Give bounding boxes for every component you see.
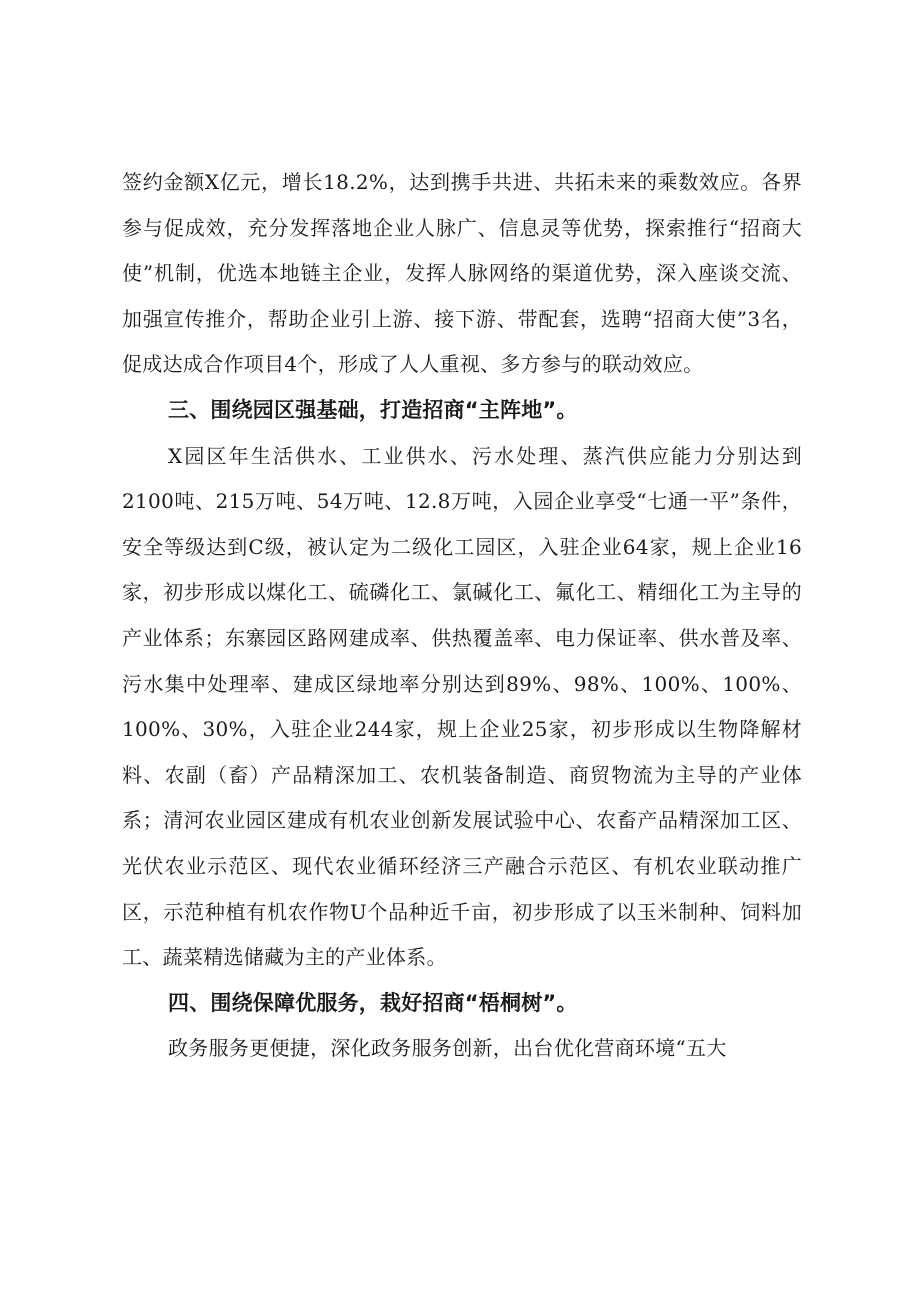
section-heading-3: 三、围绕园区强基础，打造招商“主阵地”。: [168, 397, 578, 422]
section-heading-4: 四、围绕保障优服务，栽好招商“梧桐树”。: [168, 990, 578, 1015]
paragraph-investment-ambassador: 签约金额X亿元，增长18.2%，达到携手共进、共拓未来的乘数效应。各界参与促成效，充分发挥落地企业人脉广、信息灵等优势，探索推行“招商大使”机制，优选本地链主企业，发挥人脉网络的渠道优势，深入座谈交流、加强宣传推介，帮助企业引上游、接下游、带配套，选聘“招商大使”3名，促成达成合作项目4个，形成了人人重视、多方参与的联动效应。: [122, 170, 802, 377]
paragraph-industrial-parks: X园区年生活供水、工业供水、污水处理、蒸汽供应能力分别达到2100吨、215万吨、54万吨、12.8万吨，入园企业享受“七通一平”条件，安全等级达到C级，被认定为二级化工园区，入驻企业64家，规上企业16家，初步形成以煤化工、硫磷化工、氯碱化工、氟化工、精细化工为主导的产业体系；东寨园区路网建成率、供热覆盖率、电力保证率、供水普及率、污水集中处理率、建成区绿地率分别达到89%、98%、100%、100%、100%、30%，入驻企业244家，规上企业25家，初步形成以生物降解材料、农副（畜）产品精深加工、农机装备制造、商贸物流为主导的产业体系；清河农业园区建成有机农业创新发展试验中心、农畜产品精深加工区、光伏农业示范区、现代农业循环经济三产融合示范区、有机农业联动推广区，示范种植有机农作物U个品种近千亩，初步形成了以玉米制种、饲料加工、蔬菜精选储藏为主的产业体系。: [122, 443, 802, 970]
document-body: [122, 160, 802, 1072]
paragraph-government-services: 政务服务更便捷，深化政务服务创新，出台优化营商环境“五大: [168, 1036, 727, 1061]
